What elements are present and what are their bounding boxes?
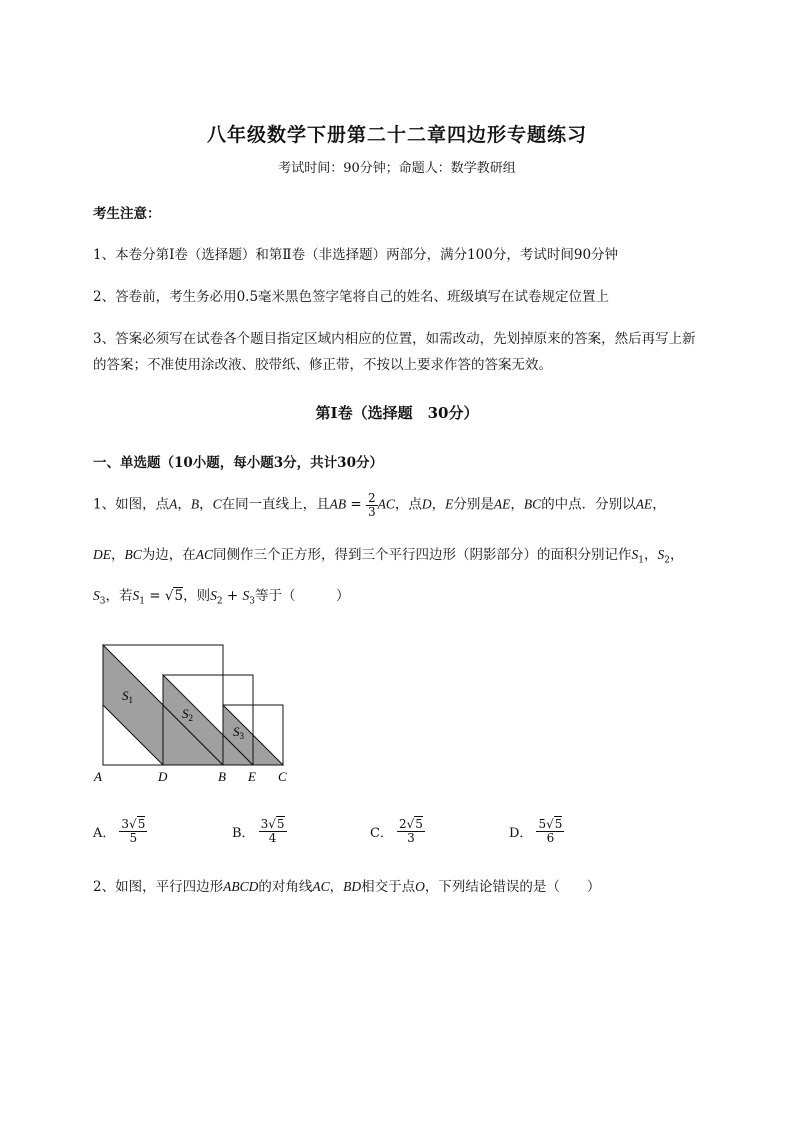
point-label-a: A — [94, 769, 102, 784]
q1-line-2: DE，BC为边，在AC同侧作三个正方形，得到三个平行四边形（阴影部分）的面积分别记作$S_1$，$S_2$， — [93, 547, 684, 566]
section-title: 第I卷（选择题 30分） — [315, 404, 479, 422]
fraction-two-thirds: $\frac{2}{3}$ — [368, 491, 376, 519]
notice-item-3-line-1: 3、答案必须写在试卷各个题目指定区域内相应的位置，如需改动，先划掉原来的答案，然后再写上新 — [93, 331, 696, 347]
exam-info: 考试时间：90分钟；命题人：数学教研组 — [278, 161, 516, 176]
notice-item-1: 1、本卷分第I卷（选择题）和第Ⅱ卷（非选择题）两部分，满分100分，考试时间90分钟 — [93, 247, 619, 263]
part-heading: 一、单选题（10小题，每小题3分，共计30分） — [93, 455, 383, 471]
option-d[interactable]: D． $\frac{5√5}{6}$ — [509, 817, 563, 845]
point-label-e: E — [248, 769, 256, 784]
point-label-d: D — [158, 769, 168, 784]
option-a[interactable]: A． $\frac{3√5}{5}$ — [93, 817, 146, 845]
q1-line-3: $S_3$，若$S_1 = √5$，则$S_2 + S_3$等于（ ） — [93, 588, 350, 607]
label-s3: $S_3$ — [233, 724, 244, 741]
notice-heading: 考生注意： — [93, 206, 161, 222]
point-label-b: B — [218, 769, 226, 784]
notice-item-3-line-2: 的答案；不准使用涂改液、胶带纸、修正带，不按以上要求作答的答案无效。 — [93, 357, 552, 373]
page-title: 八年级数学下册第二十二章四边形专题练习 — [206, 124, 587, 146]
label-s1: $S_1$ — [122, 688, 133, 705]
squares-figure — [90, 638, 300, 788]
notice-item-2: 2、答卷前，考生务必用0.5毫米黑色签字笔将自己的姓名、班级填写在试卷规定位置上 — [93, 289, 610, 305]
point-label-c: C — [278, 769, 287, 784]
q2-line-1: 2、如图，平行四边形ABCD的对角线AC，BD相交于点O，下列结论错误的是（ ） — [93, 879, 601, 895]
label-s2: $S_2$ — [182, 706, 193, 723]
option-b[interactable]: B． $\frac{3√5}{4}$ — [232, 817, 285, 845]
option-c[interactable]: C． $\frac{2√5}{3}$ — [370, 817, 423, 845]
q1-line-1: 1、如图，点A，B，C在同一直线上，且AB = $\frac{2}{3}$ AC，点D，E分别是AE，BC的中点．分别以AE， — [93, 491, 666, 519]
